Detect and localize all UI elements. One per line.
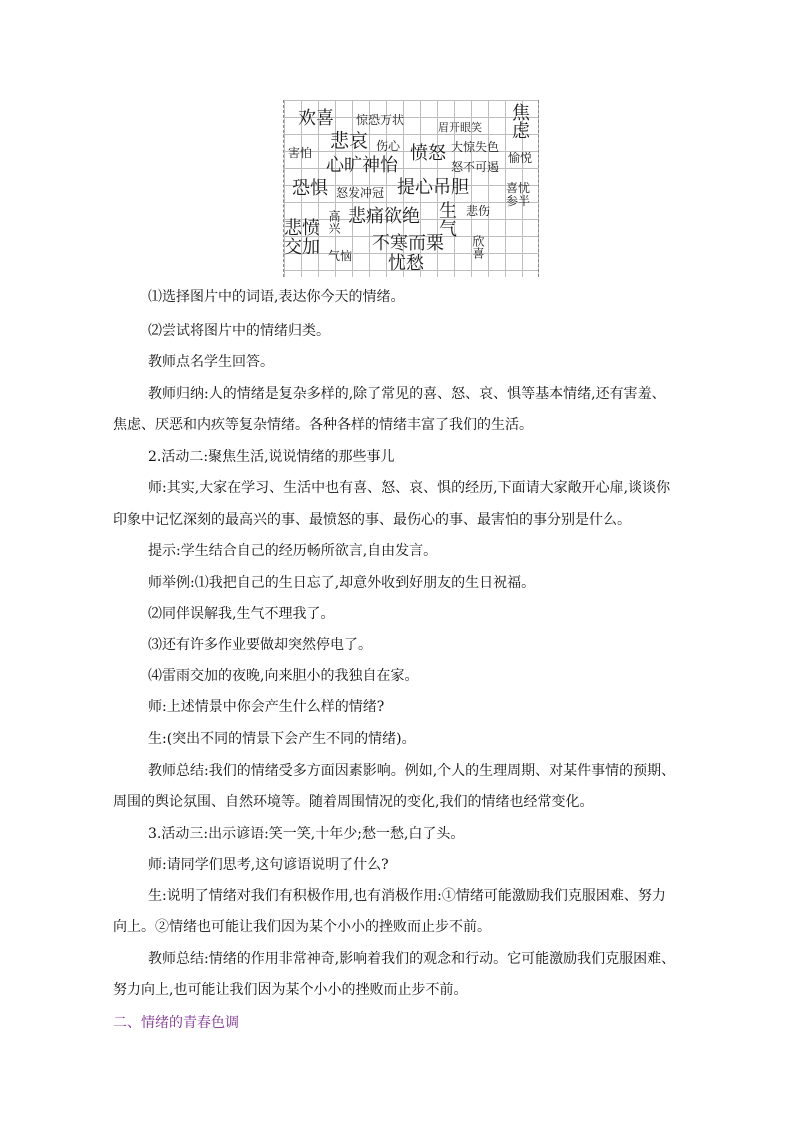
emotion-word: 怒发冲冠 [336, 186, 385, 200]
paragraph-line: 教师归纳:人的情绪是复杂多样的,除了常见的喜、怒、哀、惧等基本情绪,还有害羞、 [148, 386, 666, 402]
emotion-word: 欣喜 [471, 235, 485, 259]
paragraph-line: ⑷雷雨交加的夜晚,向来胆小的我独自在家。 [148, 668, 419, 684]
paragraph-line: 焦虑、厌恶和内疚等复杂情绪。各种各样的情绪丰富了我们的生活。 [113, 417, 533, 433]
emotion-word: 不寒而栗 [372, 233, 444, 254]
emotion-word: 害怕 [288, 146, 313, 160]
paragraph-line: 教师点名学生回答。 [148, 354, 274, 370]
paragraph-line: ⑵同伴误解我,生气不理我了。 [148, 606, 335, 622]
emotion-word: 怒不可遏 [451, 160, 500, 174]
emotion-word: 忧愁 [388, 253, 424, 274]
paragraph-line: 印象中记忆深刻的最高兴的事、最愤怒的事、最伤心的事、最害怕的事分别是什么。 [113, 512, 631, 528]
emotion-word: 焦虑 [509, 103, 530, 139]
emotion-word: 高兴 [327, 210, 341, 234]
emotion-word: 悲痛欲绝 [348, 206, 420, 227]
emotion-word-grid-figure [283, 100, 539, 277]
emotion-word: 恐惧 [292, 178, 328, 199]
emotion-word: 愤怒 [410, 143, 446, 164]
emotion-word: 愉悦 [508, 151, 533, 165]
paragraph-line: 努力向上,也可能让我们因为某个小小的挫败而止步不前。 [113, 982, 468, 998]
paragraph-line: 教师总结:我们的情绪受多方面因素影响。例如,个人的生理周期、对某件事情的预期、 [148, 763, 676, 779]
emotion-word: 心旷神怡 [326, 155, 398, 176]
paragraph-line: 提示:学生结合自己的经历畅所欲言,自由发言。 [148, 543, 438, 559]
emotion-word: 提心吊胆 [397, 177, 469, 198]
paragraph-line: ⑴选择图片中的词语,表达你今天的情绪。 [148, 289, 405, 305]
paragraph-line: 生:(突出不同的情景下会产生不同的情绪)。 [148, 731, 416, 747]
emotion-word: 惊恐万状 [356, 113, 405, 127]
paragraph-line: ⑵尝试将图片中的情绪归类。 [148, 323, 330, 339]
paragraph-line: 生:说明了情绪对我们有积极作用,也有消极作用:①情绪可能激励我们克服困难、努力 [148, 888, 666, 904]
paragraph-line: 周围的舆论氛围、自然环境等。随着周围情况的变化,我们的情绪也经常变化。 [113, 794, 594, 810]
emotion-word: 伤心 [376, 139, 401, 153]
paragraph-line: 2.活动二:聚焦生活,说说情绪的那些事儿 [148, 449, 395, 465]
paragraph-line: 教师总结:情绪的作用非常神奇,影响着我们的观念和行动。它可能激励我们克服困难、 [148, 951, 676, 967]
paragraph-line: 3.活动三:出示谚语:笑一笑,十年少;愁一愁,白了头。 [148, 826, 465, 842]
paragraph-line: 师:上述情景中你会产生什么样的情绪? [148, 699, 385, 715]
paragraph-line: 师举例:⑴我把自己的生日忘了,却意外收到好朋友的生日祝福。 [148, 575, 536, 591]
emotion-word: 大惊失色 [451, 140, 500, 154]
emotion-word: 喜忧参半 [506, 181, 531, 208]
emotion-word: 欢喜 [298, 108, 334, 129]
emotion-word: 眉开眼笑 [438, 121, 482, 134]
emotion-word: 悲伤 [466, 204, 491, 218]
emotion-word: 生气 [436, 201, 457, 237]
paragraph-line: 向上。②情绪也可能让我们因为某个小小的挫败而止步不前。 [113, 919, 491, 935]
paragraph-line: 师:请同学们思考,这句谚语说明了什么? [148, 857, 389, 873]
paragraph-line: ⑶还有许多作业要做却突然停电了。 [148, 637, 372, 653]
section-heading: 二、情绪的青春色调 [113, 1015, 239, 1031]
emotion-word: 气恼 [328, 249, 353, 263]
paragraph-line: 师:其实,大家在学习、生活中也有喜、怒、哀、惧的经历,下面请大家敞开心扉,谈谈你 [148, 480, 671, 496]
emotion-word: 悲哀 [330, 130, 369, 152]
emotion-word: 悲愤交加 [284, 218, 320, 258]
